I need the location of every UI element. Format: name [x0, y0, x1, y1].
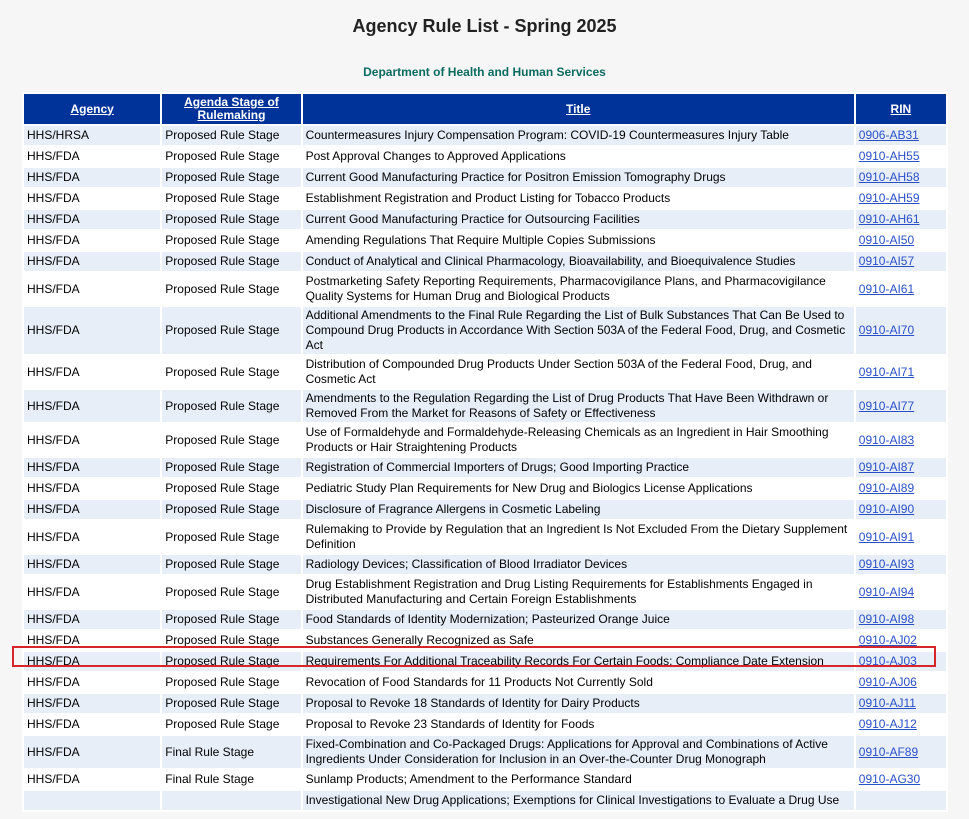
rin-link[interactable]: 0910-AI70 — [855, 306, 947, 355]
department-heading: Department of Health and Human Services — [363, 65, 606, 79]
stage-cell: Proposed Rule Stage — [161, 230, 301, 251]
agency-cell: HHS/FDA — [23, 209, 161, 230]
stage-cell: Proposed Rule Stage — [161, 251, 301, 272]
table-row — [23, 790, 947, 811]
rin-link[interactable]: 0910-AG30 — [855, 769, 947, 790]
table-row — [23, 630, 947, 651]
table-row — [23, 146, 947, 167]
stage-cell: Proposed Rule Stage — [161, 355, 301, 389]
rin-link[interactable]: 0910-AI71 — [855, 355, 947, 389]
agency-cell: HHS/FDA — [23, 478, 161, 499]
rin-link[interactable]: 0910-AH58 — [855, 167, 947, 188]
agency-cell: HHS/FDA — [23, 609, 161, 630]
title-cell: Fixed-Combination and Co-Packaged Drugs: Applications for Approval and Combinations of Active Ingredients Under Consideration for Inclusion in an Over-the-Counter Drug Monograph — [302, 735, 855, 769]
table-row — [23, 609, 947, 630]
rin-link[interactable]: 0910-AJ06 — [855, 672, 947, 693]
table-row — [23, 125, 947, 146]
title-cell: Proposal to Revoke 18 Standards of Identity for Dairy Products — [302, 693, 855, 714]
stage-column-header[interactable]: Agenda Stage of Rulemaking — [161, 93, 301, 125]
rin-link[interactable]: 0910-AI87 — [855, 457, 947, 478]
agency-cell: HHS/FDA — [23, 306, 161, 355]
title-cell: Rulemaking to Provide by Regulation that an Ingredient Is Not Excluded From the Dietary Supplement Definition — [302, 520, 855, 554]
table-row — [23, 457, 947, 478]
stage-cell: Proposed Rule Stage — [161, 188, 301, 209]
agency-cell: HHS/FDA — [23, 693, 161, 714]
rin-link[interactable]: 0910-AI94 — [855, 575, 947, 609]
table-row — [23, 423, 947, 457]
stage-cell: Proposed Rule Stage — [161, 554, 301, 575]
agency-cell: HHS/FDA — [23, 146, 161, 167]
agency-cell: HHS/FDA — [23, 714, 161, 735]
table-row — [23, 499, 947, 520]
title-cell: Sunlamp Products; Amendment to the Performance Standard — [302, 769, 855, 790]
title-cell: Registration of Commercial Importers of Drugs; Good Importing Practice — [302, 457, 855, 478]
table-row — [23, 769, 947, 790]
agency-cell: HHS/FDA — [23, 575, 161, 609]
agency-cell: HHS/FDA — [23, 389, 161, 423]
stage-cell: Proposed Rule Stage — [161, 457, 301, 478]
title-cell: Radiology Devices; Classification of Blood Irradiator Devices — [302, 554, 855, 575]
table-header-row — [23, 93, 947, 125]
agency-cell: HHS/FDA — [23, 520, 161, 554]
agency-cell: HHS/FDA — [23, 457, 161, 478]
rin-link[interactable]: 0910-AJ11 — [855, 693, 947, 714]
table-body — [23, 125, 947, 811]
stage-cell — [161, 790, 301, 811]
table-row — [23, 306, 947, 355]
table-row — [23, 167, 947, 188]
table-row — [23, 188, 947, 209]
agency-column-header[interactable]: Agency — [23, 93, 161, 125]
rin-column-header[interactable]: RIN — [855, 93, 947, 125]
stage-cell: Proposed Rule Stage — [161, 693, 301, 714]
stage-cell: Proposed Rule Stage — [161, 306, 301, 355]
stage-cell: Proposed Rule Stage — [161, 575, 301, 609]
table-row — [23, 209, 947, 230]
rin-link[interactable]: 0910-AJ12 — [855, 714, 947, 735]
title-cell: Requirements For Additional Traceability Records For Certain Foods: Compliance Date Extension — [302, 651, 855, 672]
title-cell: Use of Formaldehyde and Formaldehyde-Releasing Chemicals as an Ingredient in Hair Smoothing Products or Hair Straightening Products — [302, 423, 855, 457]
stage-cell: Proposed Rule Stage — [161, 478, 301, 499]
stage-cell: Proposed Rule Stage — [161, 714, 301, 735]
rin-link[interactable]: 0910-AI90 — [855, 499, 947, 520]
agency-cell: HHS/FDA — [23, 423, 161, 457]
agency-cell: HHS/HRSA — [23, 125, 161, 146]
agency-cell: HHS/FDA — [23, 272, 161, 306]
agency-cell: HHS/FDA — [23, 735, 161, 769]
table-row — [23, 554, 947, 575]
title-cell: Food Standards of Identity Modernization; Pasteurized Orange Juice — [302, 609, 855, 630]
title-cell: Additional Amendments to the Final Rule Regarding the List of Bulk Substances That Can Be Used to Compound Drug Products in Accordance With Section 503A of the Federal Food, Drug, and Cosmetic Act — [302, 306, 855, 355]
table-row — [23, 272, 947, 306]
rin-link[interactable]: 0910-AI93 — [855, 554, 947, 575]
stage-cell: Proposed Rule Stage — [161, 125, 301, 146]
rin-link[interactable]: 0910-AI89 — [855, 478, 947, 499]
agency-cell — [23, 790, 161, 811]
title-cell: Current Good Manufacturing Practice for Positron Emission Tomography Drugs — [302, 167, 855, 188]
rin-link[interactable]: 0910-AI50 — [855, 230, 947, 251]
agency-cell: HHS/FDA — [23, 167, 161, 188]
table-row — [23, 230, 947, 251]
rin-link[interactable]: 0910-AH55 — [855, 146, 947, 167]
table-row — [23, 478, 947, 499]
agency-cell: HHS/FDA — [23, 251, 161, 272]
table-row — [23, 520, 947, 554]
rin-link[interactable]: 0910-AI91 — [855, 520, 947, 554]
stage-cell: Proposed Rule Stage — [161, 167, 301, 188]
title-cell: Countermeasures Injury Compensation Program: COVID-19 Countermeasures Injury Table — [302, 125, 855, 146]
agency-cell: HHS/FDA — [23, 769, 161, 790]
rin-link[interactable]: 0910-AI77 — [855, 389, 947, 423]
stage-cell: Proposed Rule Stage — [161, 146, 301, 167]
stage-cell: Final Rule Stage — [161, 769, 301, 790]
stage-cell: Proposed Rule Stage — [161, 423, 301, 457]
rin-link[interactable]: 0910-AH61 — [855, 209, 947, 230]
table-row — [23, 251, 947, 272]
title-cell: Substances Generally Recognized as Safe — [302, 630, 855, 651]
stage-cell: Proposed Rule Stage — [161, 209, 301, 230]
rin-link[interactable]: 0910-AI98 — [855, 609, 947, 630]
stage-cell: Proposed Rule Stage — [161, 389, 301, 423]
table-row — [23, 735, 947, 769]
title-cell: Amending Regulations That Require Multiple Copies Submissions — [302, 230, 855, 251]
title-cell: Post Approval Changes to Approved Applications — [302, 146, 855, 167]
agency-cell: HHS/FDA — [23, 554, 161, 575]
rin-link[interactable]: 0910-AF89 — [855, 735, 947, 769]
rule-list-table — [22, 92, 948, 812]
stage-cell: Proposed Rule Stage — [161, 272, 301, 306]
title-cell: Disclosure of Fragrance Allergens in Cosmetic Labeling — [302, 499, 855, 520]
page-title: Agency Rule List - Spring 2025 — [352, 16, 617, 36]
title-cell: Revocation of Food Standards for 11 Products Not Currently Sold — [302, 672, 855, 693]
stage-cell: Proposed Rule Stage — [161, 672, 301, 693]
rin-link[interactable]: 0910-AJ03 — [855, 651, 947, 672]
agency-cell: HHS/FDA — [23, 672, 161, 693]
rin-link[interactable]: 0910-AJ02 — [855, 630, 947, 651]
title-cell: Drug Establishment Registration and Drug Listing Requirements for Establishments Engaged in Distributed Manufacturing and Certain Foreign Establishments — [302, 575, 855, 609]
table-row — [23, 389, 947, 423]
table-row — [23, 693, 947, 714]
table-row — [23, 355, 947, 389]
rin-link[interactable] — [855, 790, 947, 811]
stage-cell: Proposed Rule Stage — [161, 630, 301, 651]
title-cell: Postmarketing Safety Reporting Requirements, Pharmacovigilance Plans, and Pharmacovigilance Quality Systems for Human Drug and Biological Products — [302, 272, 855, 306]
agency-cell: HHS/FDA — [23, 355, 161, 389]
agency-cell: HHS/FDA — [23, 230, 161, 251]
title-cell: Conduct of Analytical and Clinical Pharmacology, Bioavailability, and Bioequivalence Studies — [302, 251, 855, 272]
agency-cell: HHS/FDA — [23, 651, 161, 672]
title-cell: Current Good Manufacturing Practice for Outsourcing Facilities — [302, 209, 855, 230]
title-column-header[interactable]: Title — [302, 93, 855, 125]
title-cell: Establishment Registration and Product Listing for Tobacco Products — [302, 188, 855, 209]
rin-link[interactable]: 0910-AI61 — [855, 272, 947, 306]
stage-cell: Proposed Rule Stage — [161, 651, 301, 672]
title-cell: Distribution of Compounded Drug Products Under Section 503A of the Federal Food, Drug, and Cosmetic Act — [302, 355, 855, 389]
table-row — [23, 575, 947, 609]
agency-cell: HHS/FDA — [23, 630, 161, 651]
title-cell: Investigational New Drug Applications; Exemptions for Clinical Investigations to Evaluate a Drug Use — [302, 790, 855, 811]
rin-link[interactable]: 0906-AB31 — [855, 125, 947, 146]
title-cell: Pediatric Study Plan Requirements for New Drug and Biologics License Applications — [302, 478, 855, 499]
stage-cell: Final Rule Stage — [161, 735, 301, 769]
stage-cell: Proposed Rule Stage — [161, 609, 301, 630]
title-cell: Amendments to the Regulation Regarding the List of Drug Products That Have Been Withdrawn or Removed From the Market for Reasons of Safety or Effectiveness — [302, 389, 855, 423]
table-row — [23, 714, 947, 735]
agency-cell: HHS/FDA — [23, 499, 161, 520]
stage-cell: Proposed Rule Stage — [161, 520, 301, 554]
rin-link[interactable]: 0910-AI83 — [855, 423, 947, 457]
stage-cell: Proposed Rule Stage — [161, 499, 301, 520]
rin-link[interactable]: 0910-AH59 — [855, 188, 947, 209]
agency-cell: HHS/FDA — [23, 188, 161, 209]
table-row — [23, 672, 947, 693]
title-cell: Proposal to Revoke 23 Standards of Identity for Foods — [302, 714, 855, 735]
rin-link[interactable]: 0910-AI57 — [855, 251, 947, 272]
table-row — [23, 651, 947, 672]
